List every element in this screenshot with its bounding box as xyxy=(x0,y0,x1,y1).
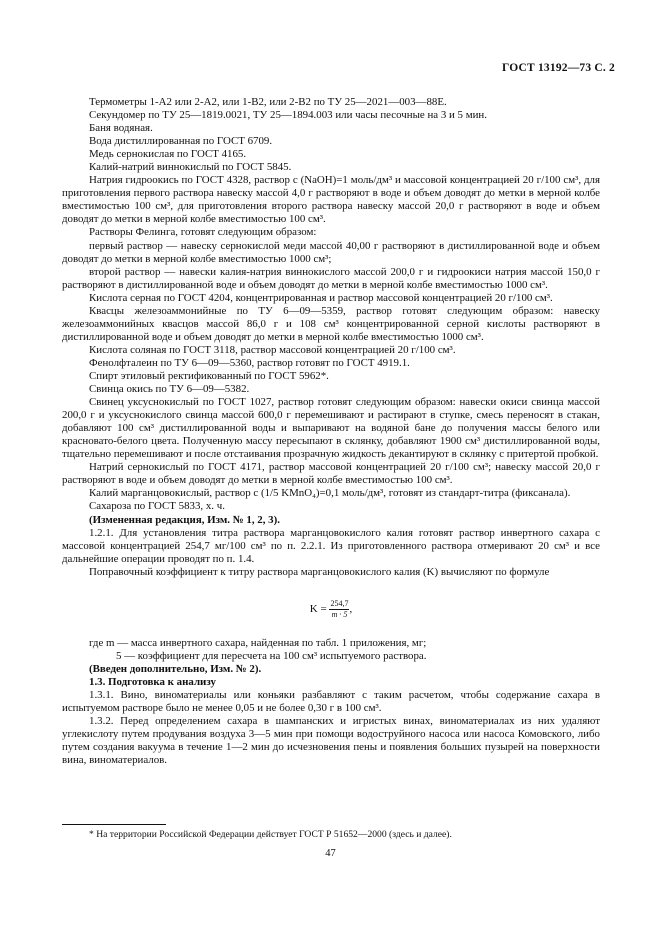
paragraph: Натрий сернокислый по ГОСТ 4171, раствор массовой концентрацией 20 г/100 см³; навеску массой 20,0 г растворяют в воде и объем доводят до метки в мерной колбе вместимостью 100 см³. xyxy=(62,461,600,487)
body-text xyxy=(62,96,600,767)
paragraph: Сахароза по ГОСТ 5833, х. ч. xyxy=(89,500,225,513)
paragraph: Баня водяная. xyxy=(89,122,153,135)
formula-tail: , xyxy=(349,602,353,615)
paragraph: Кислота серная по ГОСТ 4204, концентрированная и раствор массовой концентрацией 20 г/100 см³. xyxy=(89,291,553,304)
paragraph: второй раствор — навески калия-натрия виннокислого массой 200,0 г и гидроокиси натрия массой 150,0 г растворяют в дистиллированной воде и объем доводят до метки в мерной колбе вместимостью 1000 см³. xyxy=(62,265,600,291)
formula-where-m: где m — масса инвертного сахара, найденная по табл. 1 приложения, мг; xyxy=(89,636,427,649)
formula xyxy=(62,593,600,625)
paragraph: первый раствор — навеску сернокислой меди массой 40,00 г растворяют в дистиллированной воде и объем доводят до метки в мерной колбе вместимостью 1000 см³; xyxy=(62,239,600,265)
paragraph: Калий марганцовокислый, раствор c (1/5 KMnO₄)=0,1 моль/дм³, готовят из стандарт-титра (фиксанала). xyxy=(89,487,571,500)
paragraph: Квасцы железоаммонийные по ТУ 6—09—5359, раствор готовят следующим образом: навеску железоаммонийных квасцов массой 86,0 г и 108 см³ концентрированной серной кислоты растворяют в дистиллированной воде и объем доводят до метки в мерной колбе вместимостью 1000 см³. xyxy=(62,304,600,343)
paragraph: Термометры 1-А2 или 2-А2, или 1-В2, или 2-В2 по ТУ 25—2021—003—88Е. xyxy=(89,96,447,108)
paragraph: Медь сернокислая по ГОСТ 4165. xyxy=(89,148,247,161)
section-heading: 1.3. Подготовка к анализу xyxy=(89,675,216,688)
paragraph: Фенолфталеин по ТУ 6—09—5360, раствор готовят по ГОСТ 4919.1. xyxy=(89,356,410,369)
paragraph: Спирт этиловый ректификованный по ГОСТ 5962*. xyxy=(89,369,329,382)
formula-fraction xyxy=(329,599,349,620)
footnote: * На территории Российской Федерации действует ГОСТ Р 51652—2000 (здесь и далее). xyxy=(89,829,452,840)
paragraph: Вода дистиллированная по ГОСТ 6709. xyxy=(89,135,273,148)
formula-denominator: m · 5 xyxy=(331,609,348,619)
paragraph: 1.2.1. Для установления титра раствора марганцовокислого калия готовят раствор инвертного сахара с массовой концентрацией 254,7 мг/100 см³ по п. 2.2.1. Из приготовленного раствора отмеривают 20 см³ и все дальнейшие операции проводят по п. 1.4. xyxy=(62,526,600,565)
paragraph: Свинец уксуснокислый по ГОСТ 1027, раствор готовят следующим образом: навески окиси свинца массой 200,0 г и уксуснокислого свинца массой 600,0 г перемешивают и растирают в ступке, смесь переносят в стакан, добавляют 100 см³ дистиллированной воды и выпаривают на водяной бане до получения массы белого или красновато-белого цвета. Полученную массу пересыпают в склянку, добавляют 1900 см³ дистиллированной воды, тщательно перемешивают и после отстаивания прозрачную жидкость декантируют в склянку с притертой пробкой. xyxy=(62,396,600,461)
footnote-divider xyxy=(62,824,166,825)
edit-note: (Измененная редакция, Изм. № 1, 2, 3). xyxy=(89,513,280,526)
formula-where-5: 5 — коэффициент для пересчета на 100 см³ испытуемого раствора. xyxy=(116,649,427,662)
paragraph: Натрия гидроокись по ГОСТ 4328, раствор c (NaOH)=1 моль/дм³ и массовой концентрацией 20 г/100 см³, для приготовления первого раствора навеску массой 4,0 г растворяют в воде и объем доводят до метки в мерной колбе вместимостью 100 см³, для приготовления второго раствора навеску массой 20,0 г растворяют в воде и объем доводят до метки в мерной колбе вместимостью 100 см³. xyxy=(62,174,600,226)
paragraph: Кислота соляная по ГОСТ 3118, раствор массовой концентрацией 20 г/100 см³. xyxy=(89,343,456,356)
paragraph: Секундомер по ТУ 25—1819.0021, ТУ 25—1894.003 или часы песочные на 3 и 5 мин. xyxy=(89,109,487,122)
formula-numerator: 254,7 xyxy=(330,598,349,608)
page-header: ГОСТ 13192—73 С. 2 xyxy=(502,62,615,74)
paragraph: Растворы Фелинга, готовят следующим образом: xyxy=(89,226,317,239)
paragraph: Поправочный коэффициент к титру раствора марганцовокислого калия (K) вычисляют по формуле xyxy=(89,565,550,578)
edit-note: (Введен дополнительно, Изм. № 2). xyxy=(89,662,262,675)
paragraph: 1.3.1. Вино, виноматериалы или коньяки разбавляют с таким расчетом, чтобы содержание сахара в испытуемом растворе было не менее 0,05 и не более 0,30 г в 100 см³. xyxy=(62,688,600,714)
formula-lhs: K = xyxy=(309,602,327,615)
paragraph: 1.3.2. Перед определением сахара в шампанских и игристых винах, виноматериалах из них удаляют углекислоту путем продувания воздуха 3—5 мин при помощи водоструйного насоса или насоса Комовского, либо путем создания вакуума в течение 1—2 мин до исчезновения пены и появления больших пузырей на поверхности вина, виноматериалов. xyxy=(62,715,600,767)
paragraph: Свинца окись по ТУ 6—09—5382. xyxy=(89,383,250,396)
page-number: 47 xyxy=(325,848,336,859)
paragraph: Калий-натрий виннокислый по ГОСТ 5845. xyxy=(89,161,292,174)
